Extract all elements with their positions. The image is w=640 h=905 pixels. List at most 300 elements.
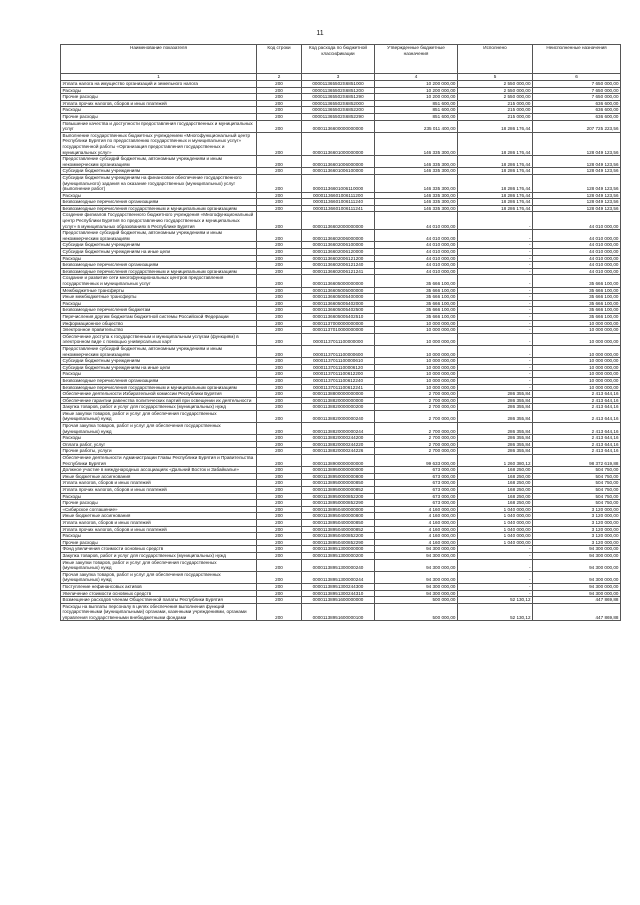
executed-amount-cell: 1 040 000,00	[458, 519, 533, 526]
executed-amount-cell: -	[458, 371, 533, 378]
table-row	[61, 546, 621, 553]
line-code-cell: 200	[257, 132, 302, 155]
indicator-name-cell: Субсидии бюджетным учреждениям на иные цели	[61, 249, 257, 256]
classification-code-cell: 00001137011100000600	[302, 345, 375, 357]
approved-amount-cell: 35 666 100,00	[375, 275, 458, 287]
executed-amount-cell: 286 355,84	[458, 423, 533, 435]
approved-amount-cell: 4 160 000,00	[375, 506, 458, 513]
classification-code-cell: 00001138800000000000	[302, 391, 375, 398]
executed-amount-cell: 18 286 176,44	[458, 192, 533, 199]
classification-code-cell: 00001138950000000800	[302, 473, 375, 480]
table-row	[61, 487, 621, 494]
indicator-name-cell: Прочие расходы	[61, 94, 257, 101]
unexecuted-amount-cell: 128 049 123,56	[533, 156, 621, 168]
unexecuted-amount-cell: 2 413 644,16	[533, 435, 621, 442]
indicator-name-cell: Выполнение государственных бюджетных учреждением «Многофункциональный центр Республики Бурятия по предоставлению государственных и муниципальных услуг» государственной работы «Организация предоставления государственных и муниципальных услуг»	[61, 132, 257, 155]
unexecuted-amount-cell: 636 600,00	[533, 107, 621, 114]
line-code-cell: 200	[257, 262, 302, 269]
executed-amount-cell: 18 286 176,44	[458, 168, 533, 175]
classification-code-cell: 00001137011100612240	[302, 377, 375, 384]
executed-amount-cell: 1 040 000,00	[458, 513, 533, 520]
indicator-name-cell: «Сибирское соглашение»	[61, 506, 257, 513]
executed-amount-cell: 286 355,84	[458, 410, 533, 422]
table-row	[61, 597, 621, 604]
unexecuted-amount-cell: 35 666 100,00	[533, 300, 621, 307]
line-code-cell: 200	[257, 255, 302, 262]
approved-amount-cell: 4 160 000,00	[375, 526, 458, 533]
line-code-cell: 200	[257, 423, 302, 435]
approved-amount-cell: 673 000,00	[375, 467, 458, 474]
line-code-cell: 200	[257, 81, 302, 88]
unexecuted-amount-cell: 636 600,00	[533, 100, 621, 107]
unexecuted-amount-cell: 10 000 000,00	[533, 384, 621, 391]
approved-amount-cell: 44 010 000,00	[375, 230, 458, 242]
line-code-cell: 200	[257, 205, 302, 212]
classification-code-cell: 00001136602006121200	[302, 255, 375, 262]
table-row	[61, 467, 621, 474]
unexecuted-amount-cell: 504 750,00	[533, 493, 621, 500]
unexecuted-amount-cell: 207 725 223,56	[533, 120, 621, 132]
approved-amount-cell: 44 010 000,00	[375, 255, 458, 262]
indicator-name-cell: Иные закупки товаров, работ и услуг для обеспечения государственных (муниципальных) нужд	[61, 559, 257, 571]
unexecuted-amount-cell: 94 300 000,00	[533, 552, 621, 559]
executed-amount-cell: -	[458, 590, 533, 597]
line-code-cell: 200	[257, 287, 302, 294]
unexecuted-amount-cell: 10 000 000,00	[533, 358, 621, 365]
indicator-name-cell: Безвозмездные перечисления государственным и муниципальным организациям	[61, 268, 257, 275]
classification-code-cell: 00001136601006000000	[302, 156, 375, 168]
table-row	[61, 435, 621, 442]
line-code-cell: 200	[257, 120, 302, 132]
classification-code-cell: 00001138950400852290	[302, 539, 375, 546]
header-classification-code: Код расхода по бюджетной классификации	[302, 45, 375, 74]
unexecuted-amount-cell: 35 666 100,00	[533, 307, 621, 314]
executed-amount-cell: 1 040 000,00	[458, 539, 533, 546]
line-code-cell: 200	[257, 397, 302, 404]
classification-code-cell: 00001136602006120000	[302, 249, 375, 256]
table-row	[61, 174, 621, 192]
approved-amount-cell: 94 300 000,00	[375, 571, 458, 583]
unexecuted-amount-cell: 94 300 000,00	[533, 559, 621, 571]
indicator-name-cell: Информационное общество	[61, 320, 257, 327]
executed-amount-cell: 18 286 176,44	[458, 205, 533, 212]
line-code-cell: 200	[257, 156, 302, 168]
line-code-cell: 200	[257, 583, 302, 590]
line-code-cell: 200	[257, 404, 302, 411]
executed-amount-cell: -	[458, 230, 533, 242]
indicator-name-cell: Расходы	[61, 533, 257, 540]
classification-code-cell: 00001137011100612200	[302, 371, 375, 378]
executed-amount-cell: -	[458, 262, 533, 269]
approved-amount-cell: 10 000 000,00	[375, 345, 458, 357]
line-code-cell: 200	[257, 487, 302, 494]
executed-amount-cell: 18 286 176,44	[458, 156, 533, 168]
indicator-name-cell: Должное участие в международных ассоциациях «Дальний Восток и Забайкалье»	[61, 467, 257, 474]
approved-amount-cell: 2 700 000,00	[375, 391, 458, 398]
line-code-cell: 200	[257, 358, 302, 365]
unexecuted-amount-cell: 7 650 000,00	[533, 81, 621, 88]
classification-code-cell: 00001138820000244200	[302, 435, 375, 442]
table-row	[61, 156, 621, 168]
classification-code-cell: 00001136605005402510	[302, 313, 375, 320]
table-row	[61, 603, 621, 621]
table-row	[61, 107, 621, 114]
indicator-name-cell: Расходы	[61, 435, 257, 442]
line-code-cell: 200	[257, 333, 302, 345]
unexecuted-amount-cell: 44 010 000,00	[533, 212, 621, 230]
column-number: 3	[302, 74, 375, 81]
executed-amount-cell: -	[458, 320, 533, 327]
table-row	[61, 230, 621, 242]
table-row	[61, 81, 621, 88]
indicator-name-cell: Безвозмездные перечисления организациям	[61, 199, 257, 206]
line-code-cell: 200	[257, 199, 302, 206]
table-row	[61, 358, 621, 365]
executed-amount-cell: -	[458, 275, 533, 287]
table-row	[61, 192, 621, 199]
classification-code-cell: 00001138820000000000	[302, 397, 375, 404]
table-row	[61, 255, 621, 262]
classification-code-cell: 000011365502S6851200	[302, 87, 375, 94]
executed-amount-cell: -	[458, 333, 533, 345]
table-row	[61, 377, 621, 384]
line-code-cell: 200	[257, 327, 302, 334]
unexecuted-amount-cell: 504 750,00	[533, 480, 621, 487]
table-row	[61, 519, 621, 526]
line-code-cell: 200	[257, 448, 302, 455]
unexecuted-amount-cell: 94 300 000,00	[533, 546, 621, 553]
classification-code-cell: 00001138951300000244	[302, 571, 375, 583]
unexecuted-amount-cell: 7 650 000,00	[533, 87, 621, 94]
classification-code-cell: 00001136601006100000	[302, 168, 375, 175]
line-code-cell: 200	[257, 441, 302, 448]
approved-amount-cell: 10 200 000,00	[375, 87, 458, 94]
table-row	[61, 506, 621, 513]
table-row	[61, 168, 621, 175]
indicator-name-cell: Предоставление субсидий бюджетным, автономным учреждениям и иным некоммерческим организациям	[61, 230, 257, 242]
approved-amount-cell: 10 200 000,00	[375, 94, 458, 101]
classification-code-cell: 00001138950000852200	[302, 493, 375, 500]
indicator-name-cell: Уплата налога на имущество организаций и земельного налога	[61, 81, 257, 88]
table-row	[61, 307, 621, 314]
executed-amount-cell: 1 260 380,12	[458, 455, 533, 467]
executed-amount-cell: 286 355,84	[458, 391, 533, 398]
line-code-cell: 200	[257, 212, 302, 230]
executed-amount-cell: -	[458, 384, 533, 391]
approved-amount-cell: 2 700 000,00	[375, 410, 458, 422]
table-row	[61, 113, 621, 120]
indicator-name-cell: Расходы	[61, 493, 257, 500]
line-code-cell: 200	[257, 294, 302, 301]
table-row	[61, 441, 621, 448]
indicator-name-cell: Прочие расходы	[61, 500, 257, 507]
table-row	[61, 513, 621, 520]
unexecuted-amount-cell: 128 049 123,56	[533, 174, 621, 192]
line-code-cell: 200	[257, 597, 302, 604]
classification-code-cell: 000011365502S6852000	[302, 100, 375, 107]
indicator-name-cell: Субсидии бюджетным учреждениям	[61, 168, 257, 175]
executed-amount-cell: 215 000,00	[458, 100, 533, 107]
approved-amount-cell: 2 700 000,00	[375, 397, 458, 404]
line-code-cell: 200	[257, 480, 302, 487]
unexecuted-amount-cell: 2 413 644,16	[533, 423, 621, 435]
table-row	[61, 526, 621, 533]
executed-amount-cell: 1 040 000,00	[458, 533, 533, 540]
approved-amount-cell: 673 000,00	[375, 473, 458, 480]
indicator-name-cell: Прочие расходы	[61, 113, 257, 120]
executed-amount-cell: 52 130,12	[458, 597, 533, 604]
line-code-cell: 200	[257, 107, 302, 114]
header-indicator-name: Наименование показателя	[61, 45, 257, 74]
executed-amount-cell: 215 000,00	[458, 113, 533, 120]
approved-amount-cell: 94 300 000,00	[375, 559, 458, 571]
table-row	[61, 345, 621, 357]
line-code-cell: 200	[257, 313, 302, 320]
approved-amount-cell: 4 160 000,00	[375, 533, 458, 540]
classification-code-cell: 00001137010000000000	[302, 327, 375, 334]
indicator-name-cell: Обеспечение деятельности Избирательной комиссии Республики Бурятия	[61, 391, 257, 398]
table-row	[61, 275, 621, 287]
line-code-cell: 200	[257, 473, 302, 480]
unexecuted-amount-cell: 44 010 000,00	[533, 230, 621, 242]
unexecuted-amount-cell: 44 010 000,00	[533, 242, 621, 249]
indicator-name-cell: Создание и развитие сети многофункциональных центров предоставления государственных и муниципальных услуг	[61, 275, 257, 287]
line-code-cell: 200	[257, 230, 302, 242]
classification-code-cell: 000011365502S6851290	[302, 94, 375, 101]
classification-code-cell: 00001138950000000850	[302, 480, 375, 487]
classification-code-cell: 00001138950400000800	[302, 513, 375, 520]
classification-code-cell: 00001138950000000852	[302, 487, 375, 494]
indicator-name-cell: Обеспечение гарантии равенства политических партий при освещении их деятельности	[61, 397, 257, 404]
indicator-name-cell: Расходы	[61, 371, 257, 378]
unexecuted-amount-cell: 98 372 619,88	[533, 455, 621, 467]
classification-code-cell: 000011365502S6852200	[302, 107, 375, 114]
table-row	[61, 391, 621, 398]
indicator-name-cell: Предоставление субсидий бюджетным, автономным учреждениям и иным некоммерческим организациям	[61, 345, 257, 357]
unexecuted-amount-cell: 3 120 000,00	[533, 519, 621, 526]
table-row	[61, 205, 621, 212]
line-code-cell: 200	[257, 100, 302, 107]
classification-code-cell: 00001138820000000244	[302, 423, 375, 435]
executed-amount-cell: -	[458, 268, 533, 275]
header-approved-amount: Утвержденные бюджетные назначения	[375, 45, 458, 74]
unexecuted-amount-cell: 10 000 000,00	[533, 320, 621, 327]
approved-amount-cell: 673 000,00	[375, 487, 458, 494]
unexecuted-amount-cell: 128 049 123,56	[533, 168, 621, 175]
indicator-name-cell: Прочие расходы	[61, 539, 257, 546]
classification-code-cell: 00001138950400000852	[302, 526, 375, 533]
indicator-name-cell: Прочая закупка товаров, работ и услуг для обеспечения государственных (муниципальных) нужд	[61, 571, 257, 583]
executed-amount-cell: 286 355,84	[458, 435, 533, 442]
classification-code-cell: 00001137011100000610	[302, 358, 375, 365]
budget-execution-sheet	[60, 44, 620, 621]
approved-amount-cell: 2 700 000,00	[375, 404, 458, 411]
executed-amount-cell: -	[458, 559, 533, 571]
indicator-name-cell: Расходы	[61, 107, 257, 114]
executed-amount-cell: -	[458, 307, 533, 314]
executed-amount-cell: 18 286 176,44	[458, 120, 533, 132]
classification-code-cell: 000011365502S6852290	[302, 113, 375, 120]
indicator-name-cell: Расходы	[61, 192, 257, 199]
unexecuted-amount-cell: 2 413 644,16	[533, 391, 621, 398]
executed-amount-cell: -	[458, 300, 533, 307]
table-row	[61, 571, 621, 583]
line-code-cell: 200	[257, 533, 302, 540]
approved-amount-cell: 146 335 300,00	[375, 168, 458, 175]
unexecuted-amount-cell: 128 049 123,56	[533, 192, 621, 199]
approved-amount-cell: 673 000,00	[375, 480, 458, 487]
classification-code-cell: 00001136602000000000	[302, 212, 375, 230]
indicator-name-cell: Закупка товаров, работ и услуг для государственных (муниципальных) нужд	[61, 552, 257, 559]
line-code-cell: 200	[257, 467, 302, 474]
executed-amount-cell: 286 355,84	[458, 404, 533, 411]
approved-amount-cell: 35 666 100,00	[375, 300, 458, 307]
indicator-name-cell: Уплата прочих налогов, сборов и иных платежей	[61, 100, 257, 107]
unexecuted-amount-cell: 10 000 000,00	[533, 327, 621, 334]
unexecuted-amount-cell: 94 300 000,00	[533, 590, 621, 597]
approved-amount-cell: 673 000,00	[375, 500, 458, 507]
unexecuted-amount-cell: 94 300 000,00	[533, 571, 621, 583]
indicator-name-cell: Возмещение расходов членам Общественной палаты Республики Бурятия	[61, 597, 257, 604]
indicator-name-cell: Иные межбюджетные трансферты	[61, 294, 257, 301]
line-code-cell: 200	[257, 113, 302, 120]
line-code-cell: 200	[257, 249, 302, 256]
executed-amount-cell: 18 286 176,44	[458, 174, 533, 192]
unexecuted-amount-cell: 10 000 000,00	[533, 364, 621, 371]
indicator-name-cell: Субсидии бюджетным учреждениям на финансовое обеспечение государственного (муниципального) задания на оказание государственных (муниципальных) услуг (выполнение работ)	[61, 174, 257, 192]
executed-amount-cell: -	[458, 546, 533, 553]
classification-code-cell: 00001137011100000000	[302, 333, 375, 345]
approved-amount-cell: 10 000 000,00	[375, 384, 458, 391]
line-code-cell: 200	[257, 410, 302, 422]
indicator-name-cell: Перечисления другим бюджетам бюджетной системы Российской Федерации	[61, 313, 257, 320]
classification-code-cell: 00001138951300000000	[302, 546, 375, 553]
classification-code-cell: 00001138950400852200	[302, 533, 375, 540]
indicator-name-cell: Иные бюджетные ассигнования	[61, 513, 257, 520]
classification-code-cell: 00001138951300000200	[302, 552, 375, 559]
column-number: 1	[61, 74, 257, 81]
approved-amount-cell: 35 666 100,00	[375, 307, 458, 314]
classification-code-cell: 00001138951300000240	[302, 559, 375, 571]
line-code-cell: 200	[257, 371, 302, 378]
line-code-cell: 200	[257, 192, 302, 199]
executed-amount-cell: -	[458, 313, 533, 320]
approved-amount-cell: 10 000 000,00	[375, 358, 458, 365]
indicator-name-cell: Безвозмездные перечисления государственным и муниципальным организациям	[61, 205, 257, 212]
line-code-cell: 200	[257, 506, 302, 513]
unexecuted-amount-cell: 2 413 644,16	[533, 397, 621, 404]
column-number: 6	[533, 74, 621, 81]
table-row	[61, 559, 621, 571]
approved-amount-cell: 35 666 100,00	[375, 294, 458, 301]
unexecuted-amount-cell: 35 666 100,00	[533, 294, 621, 301]
line-code-cell: 200	[257, 307, 302, 314]
indicator-name-cell: Иные бюджетные ассигнования	[61, 473, 257, 480]
executed-amount-cell: -	[458, 294, 533, 301]
line-code-cell: 200	[257, 391, 302, 398]
unexecuted-amount-cell: 636 600,00	[533, 113, 621, 120]
table-row	[61, 268, 621, 275]
executed-amount-cell: 1 040 000,00	[458, 526, 533, 533]
unexecuted-amount-cell: 3 120 000,00	[533, 513, 621, 520]
approved-amount-cell: 10 000 000,00	[375, 333, 458, 345]
line-code-cell: 200	[257, 168, 302, 175]
table-body	[61, 81, 621, 621]
unexecuted-amount-cell: 2 413 644,16	[533, 404, 621, 411]
unexecuted-amount-cell: 44 010 000,00	[533, 255, 621, 262]
approved-amount-cell: 146 335 300,00	[375, 132, 458, 155]
executed-amount-cell: 168 250,00	[458, 473, 533, 480]
unexecuted-amount-cell: 35 666 100,00	[533, 275, 621, 287]
indicator-name-cell: Безвозмездные перечисления организациям	[61, 377, 257, 384]
line-code-cell: 200	[257, 519, 302, 526]
executed-amount-cell: -	[458, 255, 533, 262]
indicator-name-cell: Создение филиалов Государственного бюджетного учреждения «Многофункциональный центр Республики Бурятия по предоставлению государственных и муниципальных услуг» в муниципальных образованиях в Республике Бурятия	[61, 212, 257, 230]
line-code-cell: 200	[257, 275, 302, 287]
table-row	[61, 500, 621, 507]
approved-amount-cell: 94 300 000,00	[375, 583, 458, 590]
approved-amount-cell: 851 600,00	[375, 113, 458, 120]
classification-code-cell: 00001138820000244226	[302, 448, 375, 455]
unexecuted-amount-cell: 128 049 123,56	[533, 205, 621, 212]
indicator-name-cell: Увеличение стоимости основных средств	[61, 590, 257, 597]
table-row	[61, 294, 621, 301]
indicator-name-cell: Межбюджетные трансферты	[61, 287, 257, 294]
executed-amount-cell: 1 040 000,00	[458, 506, 533, 513]
classification-code-cell: 00001138820000000240	[302, 410, 375, 422]
approved-amount-cell: 94 300 000,00	[375, 552, 458, 559]
table-row	[61, 242, 621, 249]
indicator-name-cell: Расходы	[61, 87, 257, 94]
table-row	[61, 404, 621, 411]
table-row	[61, 212, 621, 230]
table-row	[61, 552, 621, 559]
unexecuted-amount-cell: 504 750,00	[533, 473, 621, 480]
executed-amount-cell: 215 000,00	[458, 107, 533, 114]
column-number: 2	[257, 74, 302, 81]
approved-amount-cell: 94 300 000,00	[375, 590, 458, 597]
table-row	[61, 533, 621, 540]
line-code-cell: 200	[257, 539, 302, 546]
approved-amount-cell: 4 160 000,00	[375, 513, 458, 520]
classification-code-cell: 00001136602006121240	[302, 262, 375, 269]
approved-amount-cell: 44 010 000,00	[375, 268, 458, 275]
table-row	[61, 371, 621, 378]
classification-code-cell: 00001138820000000200	[302, 404, 375, 411]
indicator-name-cell: Электронное правительство	[61, 327, 257, 334]
line-code-cell: 200	[257, 571, 302, 583]
table-row	[61, 590, 621, 597]
unexecuted-amount-cell: 10 000 000,00	[533, 371, 621, 378]
line-code-cell: 200	[257, 384, 302, 391]
table-row	[61, 410, 621, 422]
approved-amount-cell: 44 010 000,00	[375, 242, 458, 249]
indicator-name-cell: Обеспечение деятельности Администрации Главы Республики Бурятия и Правительства Республики Бурятия	[61, 455, 257, 467]
table-row	[61, 132, 621, 155]
classification-code-cell: 00001136601000000000	[302, 132, 375, 155]
table-row	[61, 199, 621, 206]
table-row	[61, 493, 621, 500]
indicator-name-cell: Предоставление субсидий бюджетным, автономным учреждениям и иным некоммерческим организациям	[61, 156, 257, 168]
approved-amount-cell: 10 000 000,00	[375, 320, 458, 327]
classification-code-cell: 00001136601006110000	[302, 174, 375, 192]
executed-amount-cell: -	[458, 327, 533, 334]
executed-amount-cell: -	[458, 377, 533, 384]
approved-amount-cell: 500 000,00	[375, 597, 458, 604]
table-row	[61, 120, 621, 132]
table-row	[61, 262, 621, 269]
unexecuted-amount-cell: 128 049 123,56	[533, 132, 621, 155]
